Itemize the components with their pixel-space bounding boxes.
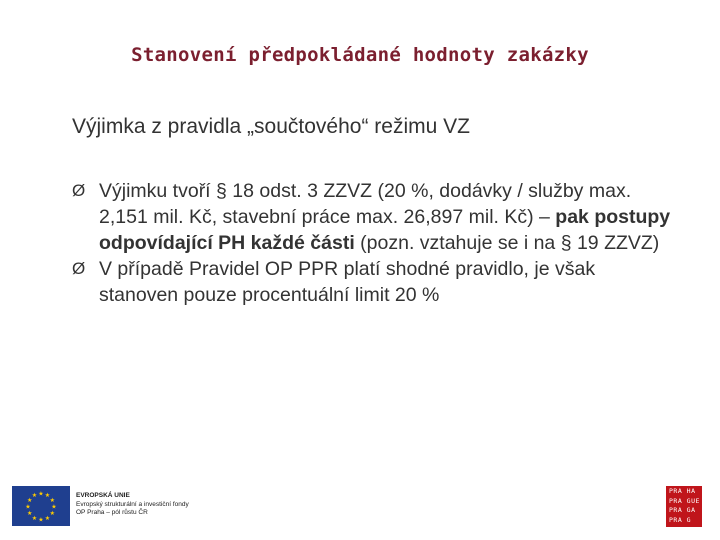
eu-logo-block	[12, 486, 212, 526]
eu-star-icon: ★	[38, 517, 44, 524]
eu-star-icon: ★	[31, 493, 38, 500]
eu-line-2: OP Praha – pól růstu ČR	[76, 509, 148, 516]
praha-logo	[666, 486, 702, 527]
eu-star-icon: ★	[49, 511, 55, 517]
praha-logo-line-1: PRA HA	[669, 487, 696, 495]
eu-star-icon: ★	[49, 498, 55, 504]
eu-line-1: Evropský strukturální a investiční fondy	[76, 500, 189, 508]
bullet-1-text-end: (pozn. vztahuje se i na § 19 ZZVZ)	[354, 232, 660, 254]
eu-heading: EVROPSKÁ UNIE	[76, 492, 130, 499]
arrow-bullet-icon: Ø	[72, 259, 86, 278]
bullet-1-text: Výjimku tvoří § 18 odst. 3 ZZVZ (20 %, dodávky / služby max. 2,151 mil. Kč, stavební práce max. 26,897 mil. Kč) –	[99, 180, 632, 228]
eu-star-icon: ★	[51, 504, 57, 511]
slide-title: Stanovení předpokládané hodnoty zakázky	[131, 44, 589, 66]
bullet-item-1	[72, 178, 672, 256]
praha-logo-line-4: PRA G	[669, 515, 692, 524]
praha-logo-line-2: PRA GUE	[669, 496, 700, 505]
arrow-bullet-icon: Ø	[72, 181, 86, 200]
bullet-item-2	[72, 256, 672, 308]
slide-subtitle: Výjimka z pravidla „součtového“ režimu VZ	[72, 115, 470, 138]
eu-star-icon: ★	[38, 491, 44, 498]
eu-star-icon: ★	[31, 515, 38, 522]
eu-star-icon: ★	[27, 498, 33, 504]
bullet-2-text: V případě Pravidel OP PPR platí shodné pravidlo, je však stanoven pouze procentuální limit 20 %	[99, 258, 596, 306]
eu-flag-icon	[12, 486, 70, 526]
eu-star-icon: ★	[27, 511, 33, 517]
eu-logo-text	[76, 492, 189, 518]
eu-star-icon: ★	[44, 515, 51, 522]
praha-logo-line-3: PRA GA	[669, 506, 696, 515]
eu-star-icon: ★	[25, 504, 31, 511]
bullet-1-bold-text: pak postupy odpovídající PH každé části	[99, 206, 671, 254]
eu-star-icon: ★	[44, 493, 51, 500]
bullet-list	[72, 178, 672, 308]
